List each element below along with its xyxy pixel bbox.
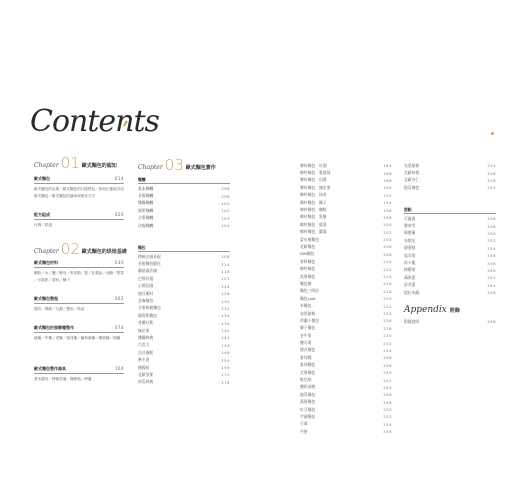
toc-entry [300, 162, 392, 169]
entry-name: 鄉村麵包 菠菜 [300, 221, 327, 227]
entry-page: 098 [221, 193, 230, 199]
entry-page: 334 [487, 245, 496, 251]
toc-entry [300, 265, 392, 272]
entry-name: 法國麵糰 [138, 222, 154, 228]
section-head [34, 296, 124, 304]
entry-page: 326 [487, 216, 496, 222]
chapter-title: 歐式麵包的烘焙基礎 [81, 249, 127, 255]
toc-entry [404, 230, 496, 237]
toc-entry [404, 289, 496, 296]
entry-page: 128 [221, 291, 230, 297]
section-body: 比例／烘焙 [34, 223, 52, 227]
entry-name: 鄉村麵包 椰子 [300, 199, 327, 205]
chapter-2-section-3 [34, 325, 124, 342]
entry-page: 250 [383, 407, 392, 413]
entry-page: 118 [221, 268, 230, 274]
toc-entry [300, 369, 392, 376]
toc-entry [300, 273, 392, 280]
entry-page: 096 [221, 186, 230, 192]
toc-entry [138, 275, 230, 282]
entry-name: 鄉村麵包 蔓越莓 [300, 170, 331, 176]
toc-entry [300, 391, 392, 398]
toc-entry [300, 421, 392, 428]
entry-page: 212 [383, 266, 392, 272]
entry-name: 可頌 [300, 421, 308, 427]
toc-entry [138, 207, 230, 214]
entry-name: 檸檬塔 [404, 267, 416, 273]
entry-name: 香料麵包 [300, 258, 316, 264]
entry-name: 鄉村麵包 抹茶 [300, 192, 327, 198]
page-title: Contents [30, 104, 159, 139]
entry-name: 佛卡夏 [138, 357, 150, 363]
entry-name: 提拉米蘇 [404, 289, 420, 295]
toc-entry [138, 185, 230, 192]
chapter-1-section-1 [34, 176, 124, 199]
entry-page: 108 [221, 254, 230, 260]
entry-page: 140 [221, 328, 230, 334]
entry-name: 鹽可頌 [300, 340, 312, 346]
toc-entry [300, 236, 392, 243]
toc-entry [138, 268, 230, 275]
chapter-2-section-4 [34, 366, 124, 383]
toc-entry [138, 283, 230, 290]
entry-page: 188 [383, 177, 392, 183]
chapter-number: 01 [60, 154, 80, 172]
section-head [34, 325, 124, 333]
toc-entry [300, 376, 392, 383]
entry-name: 鹽奶油捲 [300, 384, 316, 390]
toc-entry [404, 215, 496, 222]
section-head [34, 176, 124, 184]
entry-name: 附錄說明 [404, 318, 420, 324]
toc-entry [404, 169, 496, 176]
entry-name: 無花果 [138, 327, 150, 333]
toc-entry [404, 274, 496, 281]
toc-entry [300, 362, 392, 369]
toc-column-3 [300, 162, 392, 435]
entry-page: 150 [221, 357, 230, 363]
entry-name: 維也納 [300, 377, 312, 383]
toc-entry [300, 339, 392, 346]
toc-entry [404, 318, 496, 325]
entry-name: 芝麻麵包 [138, 298, 154, 304]
entry-name: 鄉村麵包 蘿蔔 [300, 229, 327, 235]
entry-page: 144 [221, 342, 230, 348]
entry-name: 普羅旺斯 [138, 320, 154, 326]
entry-name: 雜糧麵糰 [138, 200, 154, 206]
entry-page: 222 [383, 303, 392, 309]
entry-page: 346 [487, 290, 496, 296]
entry-page: 348 [487, 319, 496, 325]
chapter-word: Chapter [34, 162, 59, 169]
toc-entry [138, 342, 230, 349]
section-body: 基本器具／烤箱設備／發酵箱／烤盤 [34, 377, 92, 381]
entry-page: 136 [221, 320, 230, 326]
entry-page: 178 [221, 379, 230, 385]
entry-name: 全麥麵糰 [138, 215, 154, 221]
section-head [34, 366, 124, 374]
appendix-word: Appendix [404, 305, 447, 315]
entry-page: 192 [383, 192, 392, 198]
entry-name: 南瓜核桃 [138, 379, 154, 385]
entry-name: 磅蛋糕 [404, 245, 416, 251]
section-body: 歐式麵包的定義／歐式麵包的口感特色／如何正確地享用歐式麵包／歐式麵包的風味與保存方式 [34, 187, 124, 198]
entry-page: 194 [383, 200, 392, 206]
entry-name: 北歐核桃 [404, 170, 420, 176]
entry-page: 316 [487, 170, 496, 176]
entry-page: 220 [383, 296, 392, 302]
entry-name: 德式麵包 [300, 347, 316, 353]
entry-page: 242 [383, 377, 392, 383]
entry-page: 190 [383, 185, 392, 191]
entry-page: 224 [383, 311, 392, 316]
entry-name: 北歐黑麥 [138, 371, 154, 377]
accent-dot [491, 132, 494, 135]
entry-name: 魯邦麵包 [300, 362, 316, 368]
toc-entry [138, 297, 230, 304]
toc-entry [138, 356, 230, 363]
toc-entry [300, 399, 392, 406]
entry-page: 132 [221, 305, 230, 311]
chapter-1-section-2 [34, 212, 124, 229]
toc-entry [138, 290, 230, 297]
toc-entry [300, 288, 392, 295]
entry-name: 金牛角 [300, 332, 312, 338]
entry-page: 196 [383, 207, 392, 213]
entry-page: 228 [383, 325, 392, 331]
entry-page: 340 [487, 267, 496, 273]
entry-name: 瑪德蓮 [404, 230, 416, 236]
section-page: 062 [114, 296, 124, 301]
toc-entry [300, 214, 392, 221]
entry-name: 鄉村麵包 伯爵 [300, 177, 327, 183]
section-title: 配方組成 [34, 212, 50, 217]
entry-name: 蘑菇頭法國 [138, 268, 157, 274]
entry-name: 巧克力 [138, 342, 150, 348]
entry-name: 小圓法國 [138, 283, 154, 289]
entry-page: 186 [383, 170, 392, 176]
entry-name: 荷蘭小餐包 [300, 317, 319, 323]
chapter-word: Chapter [138, 164, 163, 171]
entry-page: 100 [221, 200, 230, 206]
section-body: 液種／中種／老麵／魯邦種／葡萄菌種／優格種／酒種 [34, 336, 121, 340]
chapter-word: Chapter [34, 248, 59, 255]
toc-entry [404, 237, 496, 244]
group-head: 麵糰 [138, 176, 230, 184]
entry-name: 米麵包 [300, 303, 312, 309]
toc-entry [404, 222, 496, 229]
toc-entry [404, 252, 496, 259]
toc-entry [300, 406, 392, 413]
appendix-title: 附錄 [449, 308, 460, 314]
toc-entry [404, 245, 496, 252]
toc-entry [404, 184, 496, 191]
entry-page: 230 [383, 333, 392, 339]
toc-entry [138, 215, 230, 222]
entry-page: 130 [221, 298, 230, 304]
chapter-title: 歐式麵包實作 [185, 165, 216, 171]
toc-entry [300, 251, 392, 258]
toc-entry [300, 332, 392, 339]
entry-page: 248 [383, 399, 392, 405]
entry-name: 起司塔 [404, 252, 416, 258]
entry-name: 葡萄乾麵包 [138, 312, 157, 318]
entry-page: 328 [487, 223, 496, 229]
entry-name: 馬卡龍 [404, 260, 416, 266]
entry-name: 鄉村麵包 無花果 [300, 184, 331, 190]
entry-name: 布里歐修 [404, 162, 420, 168]
toc-column-4a [404, 162, 496, 192]
entry-name: 巴黎長棍 [138, 275, 154, 281]
chapter-number: 03 [164, 156, 184, 174]
chapter-2-heading [34, 242, 127, 257]
entry-page: 234 [383, 347, 392, 353]
chapter-number: 02 [60, 240, 80, 258]
toc-entry [300, 354, 392, 361]
section-page: 104 [114, 366, 124, 371]
entry-page: 218 [383, 288, 392, 294]
entry-name: 布里歐修 [300, 310, 316, 316]
entry-page: 202 [383, 229, 392, 235]
group-head: 甜點 [404, 206, 496, 214]
entry-page: 330 [487, 230, 496, 236]
toc-entry [300, 302, 392, 309]
entry-page: 102 [221, 208, 230, 214]
toc-column-4b [404, 206, 496, 296]
toc-entry [138, 200, 230, 207]
toc-entry [138, 327, 230, 334]
entry-page: 236 [383, 355, 392, 361]
entry-name: 裸麥麵糰 [138, 207, 154, 213]
entry-name: 蘋果派 [404, 274, 416, 280]
entry-name: 鄉村麵包 咖啡 [300, 207, 327, 213]
entry-page: 156 [221, 365, 230, 371]
toc-entry [138, 312, 230, 319]
entry-page: 142 [221, 335, 230, 341]
chapter-3-group-2 [138, 244, 230, 386]
toc-entry [300, 199, 392, 206]
entry-page: 252 [383, 414, 392, 420]
toc-entry [300, 413, 392, 420]
chapter-2-section-1 [34, 260, 124, 283]
toc-entry [300, 347, 392, 354]
toc-entry [300, 325, 392, 332]
entry-page: 314 [487, 163, 496, 169]
section-title: 歐式麵包 [34, 176, 50, 181]
chapter-3-heading [138, 158, 216, 173]
toc-entry [138, 253, 230, 260]
section-body: 麵粉／水／鹽／酵母／麥芽精／蛋／乳製品／油脂／堅果／水果乾／香料／種子 [34, 271, 124, 282]
entry-page: 320 [487, 185, 496, 191]
toc-entry [138, 222, 230, 229]
entry-page: 244 [383, 384, 392, 390]
entry-name: 鄉村麵包 [300, 266, 316, 272]
entry-page: 114 [221, 261, 230, 267]
section-title: 歐式麵包製作器具 [34, 366, 66, 371]
appendix-list [404, 318, 496, 325]
entry-page: 226 [383, 318, 392, 324]
entry-name: 舒芙蕾 [404, 282, 416, 288]
section-page: 074 [114, 325, 124, 330]
entry-page: 318 [487, 177, 496, 183]
section-head [34, 260, 124, 268]
entry-name: 芋頭麵包 [300, 413, 316, 419]
entry-name: 麵包三明治 [300, 288, 319, 294]
section-title: 歐式麵包的發酵種製作 [34, 325, 74, 330]
entry-name: 麵包柳 [300, 280, 312, 286]
entry-name: 全麥麵包 [300, 369, 316, 375]
section-page: 030 [114, 260, 124, 265]
entry-name: 鄉村麵包 紅酒 [300, 162, 327, 168]
entry-name: 全麥核桃麵包 [138, 305, 161, 311]
section-page: 020 [114, 212, 124, 217]
entry-page: 256 [383, 429, 392, 435]
entry-page: 170 [221, 372, 230, 378]
toc-entry [138, 364, 230, 371]
entry-page: 338 [487, 260, 496, 266]
entry-name: 長棍麵糰 [138, 193, 154, 199]
entry-name: 麵包Loaf [300, 295, 316, 301]
toc-entry [138, 379, 230, 386]
entry-page: 238 [383, 362, 392, 368]
entry-name: DIN麵包 [300, 251, 315, 257]
entry-page: 208 [383, 251, 392, 257]
entry-name: 燕麥麵包 [300, 399, 316, 405]
section-body: 攪拌／發酵／分割／整形／烘焙 [34, 307, 85, 311]
entry-name: 鄉村麵包 乳酪 [300, 214, 327, 220]
toc-entry [138, 349, 230, 356]
toc-entry [300, 229, 392, 236]
entry-name: 雜糧核桃 [138, 334, 154, 340]
entry-page: 184 [383, 163, 392, 169]
group-head: 麵包 [138, 244, 230, 252]
appendix-heading [404, 305, 460, 315]
entry-page: 246 [383, 392, 392, 398]
entry-page: 240 [383, 370, 392, 376]
toc-entry [138, 334, 230, 341]
entry-name: 地瓜麵包 [300, 391, 316, 397]
entry-name: 可麗露 [404, 215, 416, 221]
entry-page: 124 [221, 283, 230, 289]
entry-page: 146 [221, 350, 230, 356]
toc-entry [404, 267, 496, 274]
entry-name: 德國結 [138, 364, 150, 370]
entry-name: 基本麵糰 [138, 185, 154, 191]
toc-entry [404, 259, 496, 266]
entry-page: 206 [383, 244, 392, 250]
toc-entry [300, 384, 392, 391]
toc-entry [300, 243, 392, 250]
entry-page: 134 [221, 313, 230, 319]
entry-name: 魯邦種 [300, 354, 312, 360]
toc-entry [300, 192, 392, 199]
entry-page: 104 [221, 223, 230, 229]
toc-entry [138, 320, 230, 327]
entry-name: 地瓜麵包 [404, 184, 420, 190]
entry-page: 210 [383, 259, 392, 265]
section-title: 歐式麵包材料 [34, 260, 58, 265]
entry-page: 254 [383, 421, 392, 427]
entry-name: 紅豆麵包 [300, 406, 316, 412]
toc-entry [300, 206, 392, 213]
entry-name: 北歐麵包 [300, 243, 316, 249]
entry-page: 344 [487, 282, 496, 288]
toc-entry [138, 192, 230, 199]
entry-page: 336 [487, 253, 496, 259]
entry-name: 北歐杏仁 [404, 177, 420, 183]
entry-page: 121 [221, 276, 230, 282]
toc-entry [300, 317, 392, 324]
toc-entry [404, 177, 496, 184]
entry-page: 204 [383, 237, 392, 243]
toc-entry [300, 221, 392, 228]
toc-entry [300, 310, 392, 317]
toc-entry [138, 371, 230, 378]
chapter-title: 歐式麵包的認知 [81, 163, 117, 169]
entry-page: 103 [221, 215, 230, 221]
toc-entry [404, 282, 496, 289]
entry-name: 蒙布朗麵包 [300, 236, 319, 242]
entry-page: 214 [383, 274, 392, 280]
entry-page: 232 [383, 340, 392, 346]
section-title: 歐式麵包製程 [34, 296, 58, 301]
entry-name: 費南雪 [404, 223, 416, 229]
toc-entry [300, 280, 392, 287]
toc-entry [300, 258, 392, 265]
toc-entry [300, 169, 392, 176]
entry-name: 黑麥麵包 [300, 273, 316, 279]
entry-name: 傳統法國長棍 [138, 253, 161, 259]
entry-name: 丹麥 [300, 428, 308, 434]
entry-name: 布朗尼 [404, 237, 416, 243]
entry-page: 200 [383, 222, 392, 228]
entry-page: 216 [383, 281, 392, 287]
entry-page: 342 [487, 275, 496, 281]
toc-entry [138, 260, 230, 267]
entry-name: 法式拖鞋 [138, 349, 154, 355]
chapter-3-group-1 [138, 176, 230, 229]
toc-entry [300, 428, 392, 435]
entry-page: 198 [383, 214, 392, 220]
entry-name: 長棍麵包變化 [138, 261, 161, 267]
toc-entry [300, 295, 392, 302]
entry-name: 辮子麵包 [300, 325, 316, 331]
entry-name: 德式鄉村 [138, 290, 154, 296]
toc-entry [300, 184, 392, 191]
chapter-1-heading [34, 156, 117, 171]
entry-page: 332 [487, 238, 496, 244]
toc-entry [404, 162, 496, 169]
toc-entry [138, 305, 230, 312]
section-head [34, 212, 124, 220]
chapter-2-section-2 [34, 296, 124, 313]
toc-entry [300, 177, 392, 184]
section-page: 014 [114, 176, 124, 181]
